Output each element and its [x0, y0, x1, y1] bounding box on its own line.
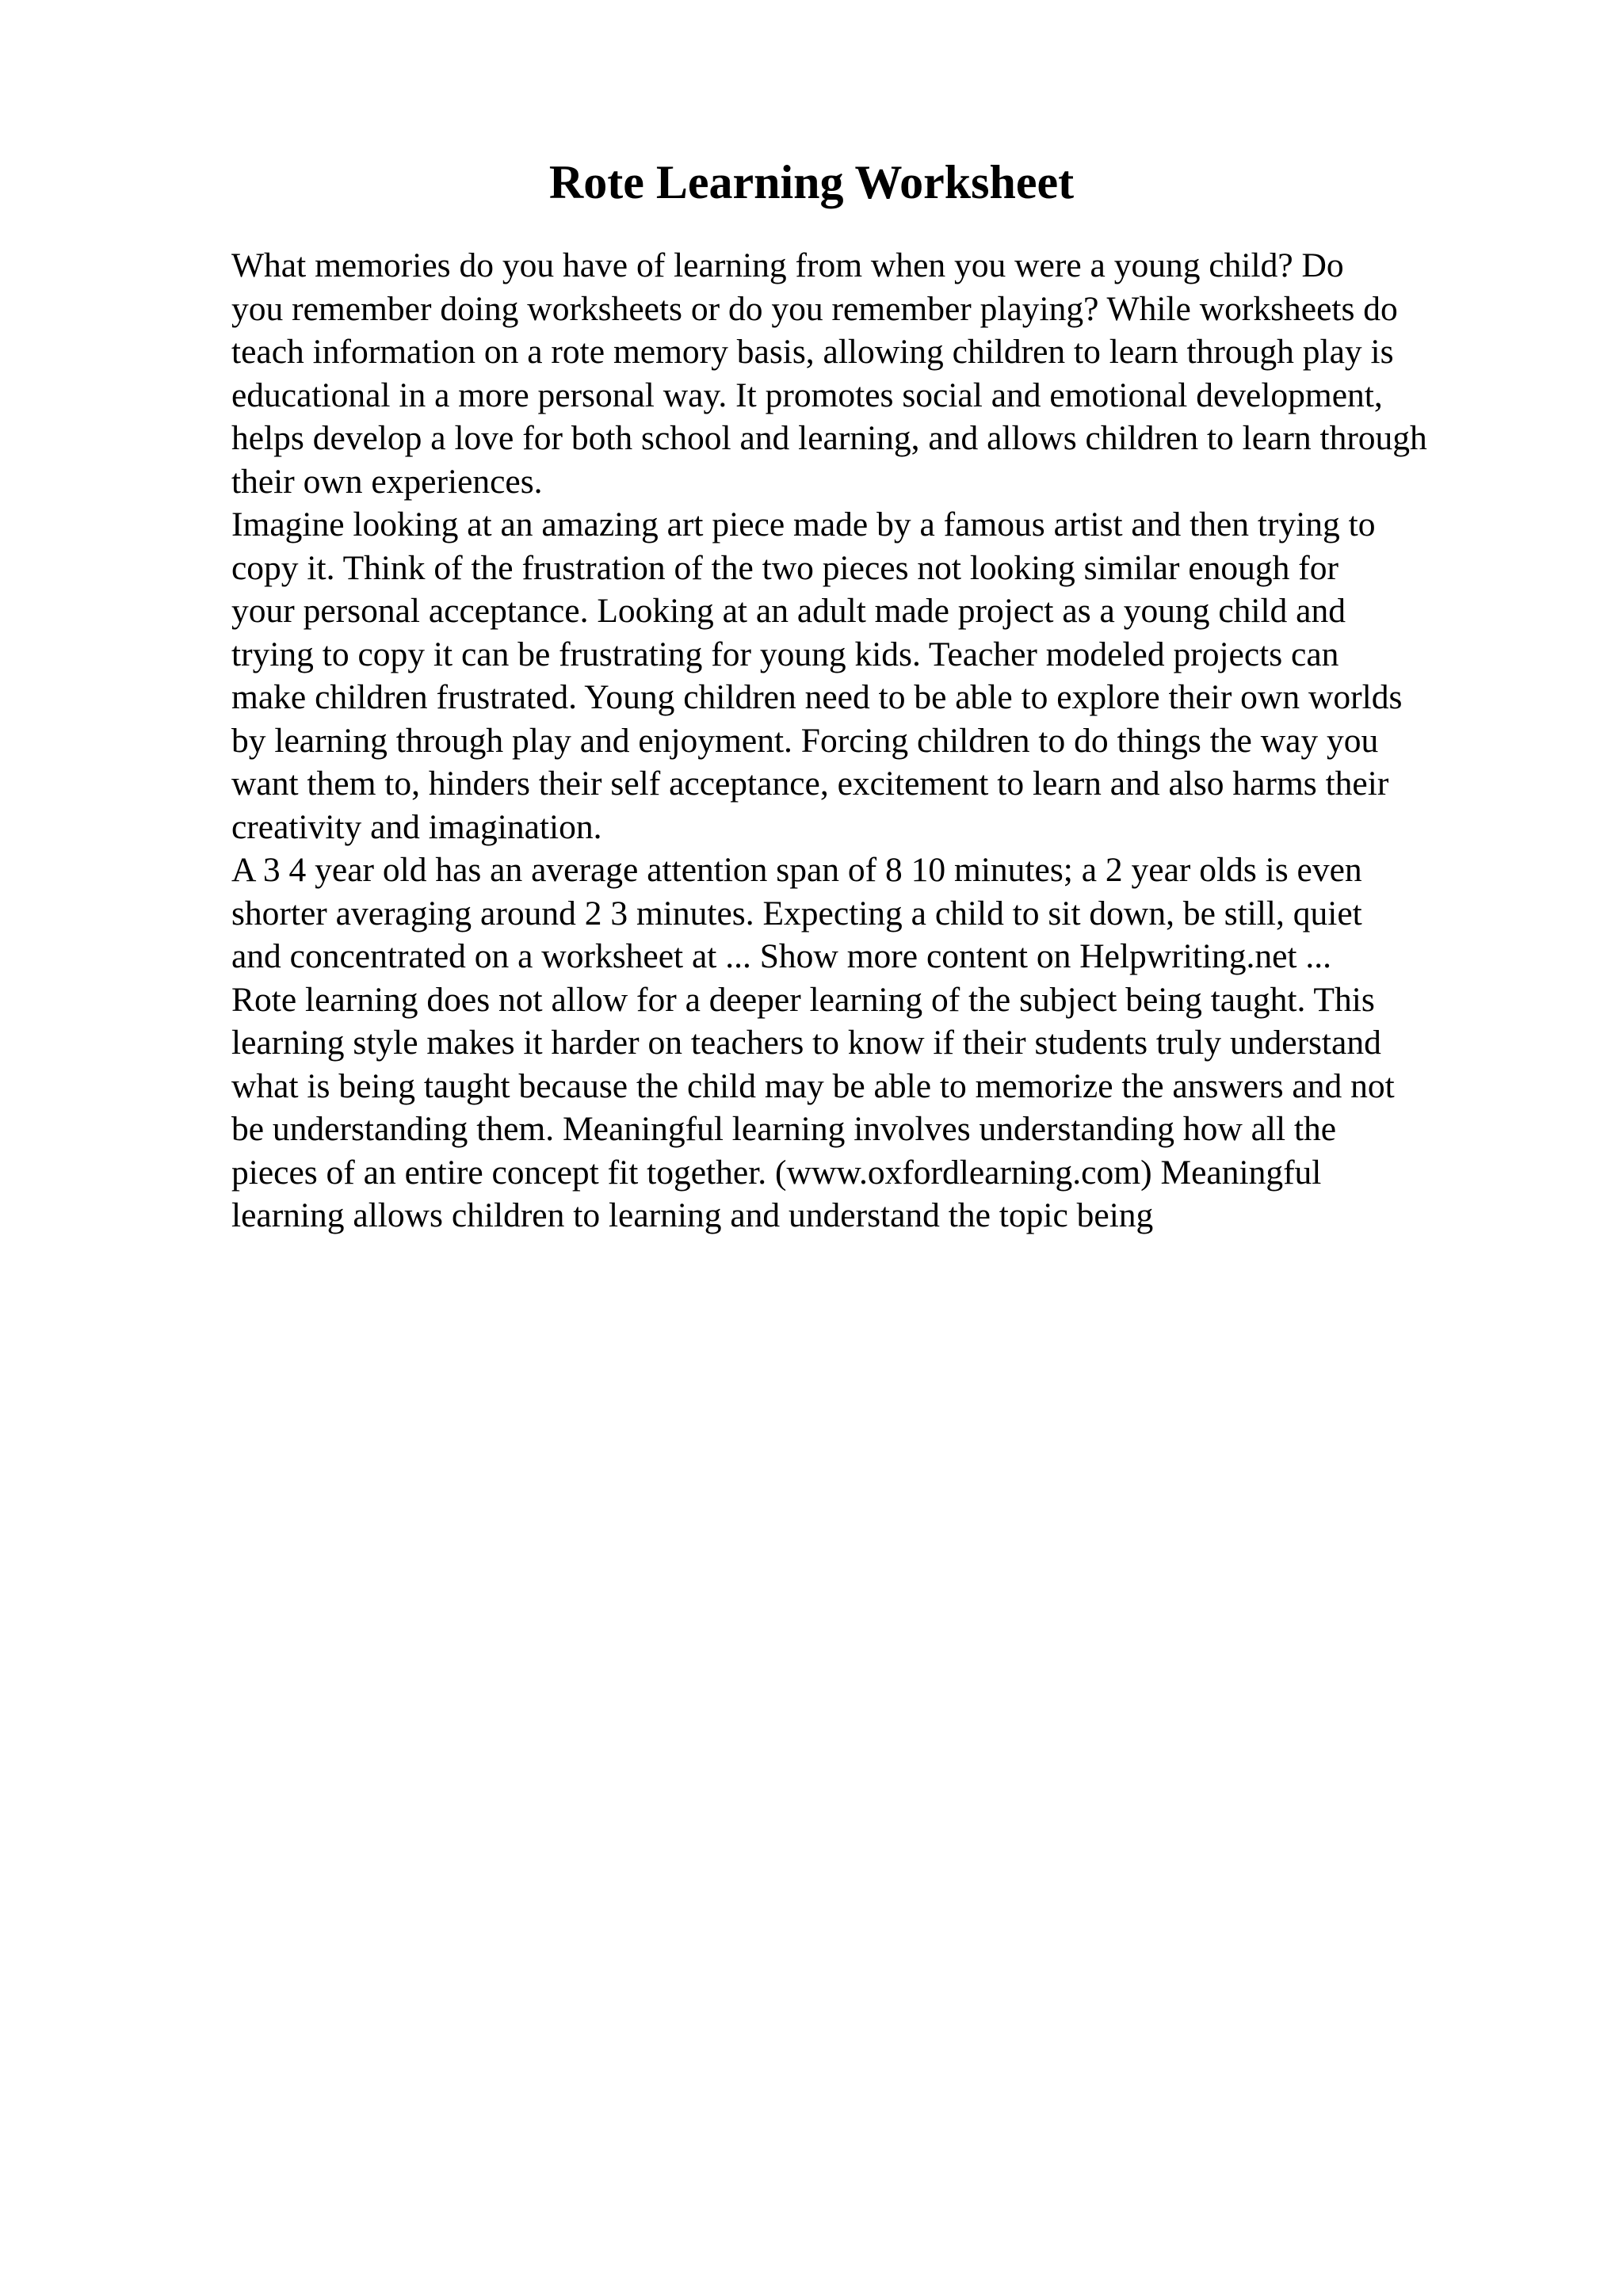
body-line: your personal acceptance. Looking at an adult made project as a young child and: [231, 592, 1346, 630]
body-line: creativity and imagination.: [231, 807, 602, 846]
body-line: teach information on a rote memory basis, allowing children to learn through play is: [231, 333, 1394, 371]
body-line: Rote learning does not allow for a deeper learning of the subject being taught. This: [231, 980, 1375, 1019]
body-line: copy it. Think of the frustration of the two pieces not looking similar enough for: [231, 548, 1338, 587]
body-line: want them to, hinders their self acceptance, excitement to learn and also harms their: [231, 765, 1389, 803]
body-line: by learning through play and enjoyment. Forcing children to do things the way you: [231, 721, 1379, 760]
document-body: [231, 244, 1547, 1238]
body-line: be understanding them. Meaningful learning involves understanding how all the: [231, 1110, 1337, 1148]
body-line: helps develop a love for both school and learning, and allows children to learn through: [231, 419, 1427, 457]
body-line: trying to copy it can be frustrating for young kids. Teacher modeled projects can: [231, 635, 1339, 673]
body-line: learning style makes it harder on teachers to know if their students truly understand: [231, 1024, 1381, 1062]
body-line: their own experiences.: [231, 462, 543, 501]
body-line: A 3 4 year old has an average attention span of 8 10 minutes; a 2 year olds is even: [231, 851, 1362, 889]
body-line: learning allows children to learning and understand the topic being: [231, 1196, 1154, 1234]
body-line: What memories do you have of learning from when you were a young child? Do: [231, 246, 1344, 284]
body-line: educational in a more personal way. It promotes social and emotional development,: [231, 376, 1383, 414]
body-line: and concentrated on a worksheet at ... Show more content on Helpwriting.net ...: [231, 937, 1331, 975]
body-line: Imagine looking at an amazing art piece made by a famous artist and then trying to: [231, 505, 1376, 543]
body-line: pieces of an entire concept fit together. (www.oxfordlearning.com) Meaningful: [231, 1153, 1322, 1192]
body-line: make children frustrated. Young children need to be able to explore their own worlds: [231, 678, 1403, 716]
body-line: shorter averaging around 2 3 minutes. Expecting a child to sit down, be still, quiet: [231, 894, 1362, 933]
body-line: you remember doing worksheets or do you remember playing? While worksheets do: [231, 289, 1398, 328]
body-line: what is being taught because the child may be able to memorize the answers and not: [231, 1066, 1395, 1105]
document-title: Rote Learning Worksheet: [548, 156, 1075, 208]
